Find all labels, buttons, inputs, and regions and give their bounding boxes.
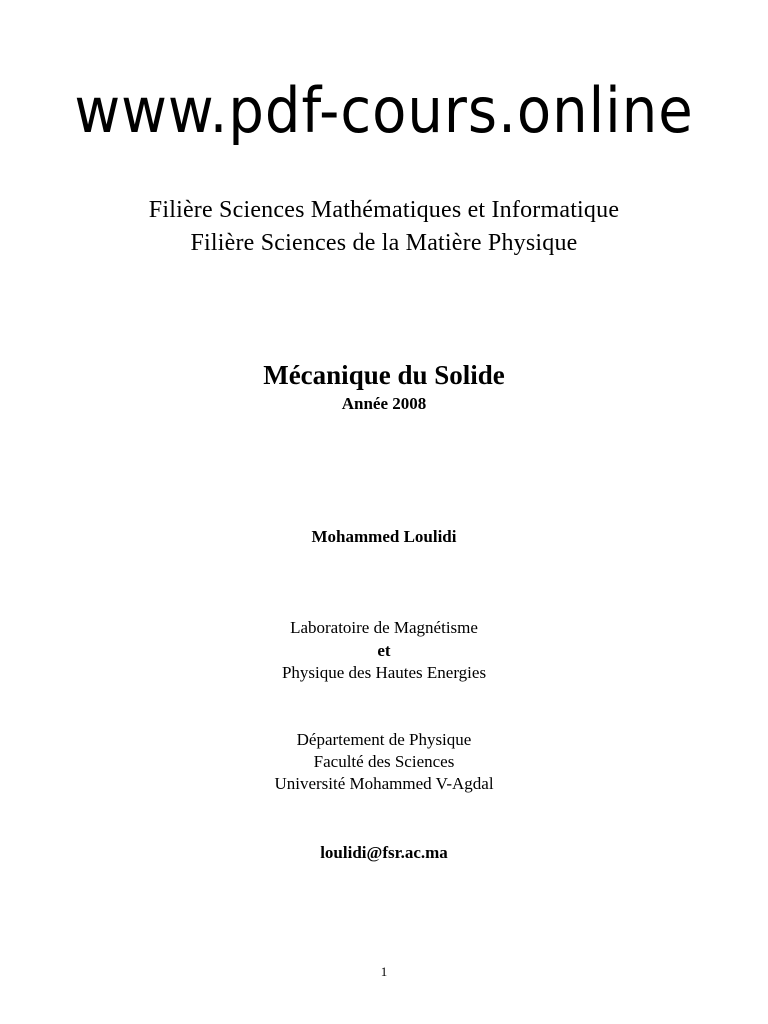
- document-year: Année 2008: [341, 394, 427, 413]
- laboratory-line-2: et: [377, 641, 391, 660]
- watermark-url: www.pdf-cours.online: [74, 75, 694, 148]
- laboratory-line-3: Physique des Hautes Energies: [281, 663, 487, 682]
- department-line-2: Faculté des Sciences: [313, 752, 455, 771]
- filiere-physique: Filière Sciences de la Matière Physique: [190, 230, 578, 256]
- page-number: 1: [380, 964, 388, 979]
- department-line-1: Département de Physique: [296, 730, 472, 749]
- laboratory-line-1: Laboratoire de Magnétisme: [290, 618, 478, 637]
- author-email: loulidi@fsr.ac.ma: [320, 843, 448, 862]
- document-title: Mécanique du Solide: [263, 360, 505, 390]
- author-name: Mohammed Loulidi: [311, 527, 457, 546]
- department-line-3: Université Mohammed V-Agdal: [274, 774, 494, 793]
- filiere-informatique: Filière Sciences Mathématiques et Informatique: [148, 197, 620, 223]
